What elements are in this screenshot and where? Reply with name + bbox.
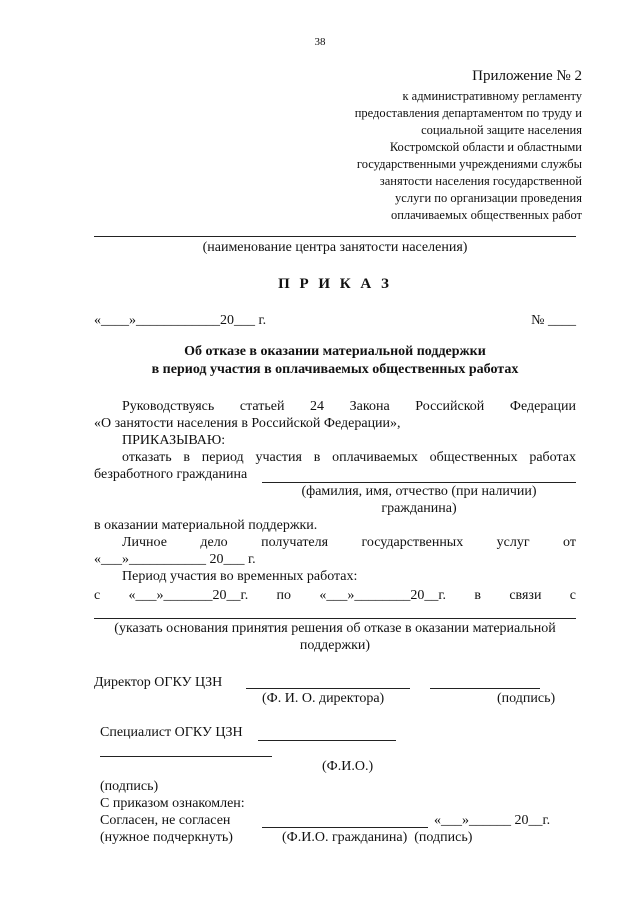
director-sign-caption: (подпись) — [497, 691, 556, 706]
director-label: Директор ОГКУ ЦЗН — [94, 675, 223, 690]
citizen-name-line — [262, 482, 576, 483]
appendix-line: оплачиваемых общественных работ — [390, 208, 582, 222]
body-paragraph-1: Руководствуясь статьей 24 Закона Российской Федерации — [122, 399, 576, 414]
reason-line — [94, 618, 576, 619]
reason-caption-line1: (указать основания принятия решения об отказе в оказании материальной — [114, 621, 556, 636]
fio-caption-line2: гражданина) — [381, 501, 457, 516]
specialist-fio-line — [258, 740, 396, 741]
agree-disagree-label: Согласен, не согласен — [100, 813, 231, 828]
specialist-sign-line — [100, 756, 272, 757]
appendix-line: Костромской области и областными — [389, 140, 582, 154]
director-fio-caption: (Ф. И. О. директора) — [262, 691, 385, 706]
body-paragraph-4-date: «___»___________ 20___ г. — [94, 552, 256, 567]
appendix-line: занятости населения государственной — [379, 174, 582, 188]
appendix-line: социальной защите населения — [421, 123, 582, 137]
order-title: П Р И К А З — [278, 276, 392, 292]
order-number-line: № ____ — [531, 313, 576, 328]
prikazyvayu-heading: ПРИКАЗЫВАЮ: — [122, 433, 226, 448]
appendix-line: государственными учреждениями службы — [356, 157, 582, 171]
body-paragraph-5-period: с «___»_______20__г. по «___»________20__г. в связи с — [94, 588, 576, 603]
reason-caption-line2: поддержки) — [299, 638, 371, 653]
body-paragraph-3: в оказании материальной поддержки. — [94, 518, 318, 533]
body-paragraph-4: Личное дело получателя государственных услуг от — [122, 535, 576, 550]
body-paragraph-1-cont: «О занятости населения в Российской Федерации», — [94, 416, 401, 431]
specialist-sign-caption: (подпись) — [100, 779, 159, 794]
citizen-fio-sign-caption: (Ф.И.О. гражданина) (подпись) — [282, 830, 473, 845]
appendix-line: услуги по организации проведения — [395, 191, 582, 205]
citizen-date: «___»______ 20__г. — [434, 813, 551, 828]
order-date-line: «____»____________20___ г. — [94, 313, 267, 328]
director-sign-line — [430, 688, 540, 689]
center-name-line — [94, 236, 576, 237]
citizen-sign-line — [262, 827, 428, 828]
appendix-line: к административному регламенту — [402, 89, 582, 103]
fio-caption-line1: (фамилия, имя, отчество (при наличии) — [301, 484, 537, 499]
body-paragraph-5: Период участия во временных работах: — [122, 569, 358, 584]
page-number: 38 — [314, 36, 326, 48]
order-subject-line1: Об отказе в оказании материальной поддержки — [184, 344, 486, 359]
specialist-label: Специалист ОГКУ ЦЗН — [100, 725, 243, 740]
underline-note: (нужное подчеркнуть) — [100, 830, 233, 845]
acquainted-label: С приказом ознакомлен: — [100, 796, 245, 811]
body-paragraph-2-cont: безработного гражданина — [94, 467, 248, 482]
appendix-line: предоставления департаментом по труду и — [354, 106, 582, 120]
order-subject-line2: в период участия в оплачиваемых общественных работах — [151, 362, 519, 377]
director-fio-line — [246, 688, 410, 689]
specialist-fio-caption: (Ф.И.О.) — [322, 759, 374, 774]
body-paragraph-2: отказать в период участия в оплачиваемых общественных работах — [122, 450, 576, 465]
center-name-caption: (наименование центра занятости населения) — [202, 240, 468, 255]
appendix-title: Приложение № 2 — [472, 68, 582, 84]
